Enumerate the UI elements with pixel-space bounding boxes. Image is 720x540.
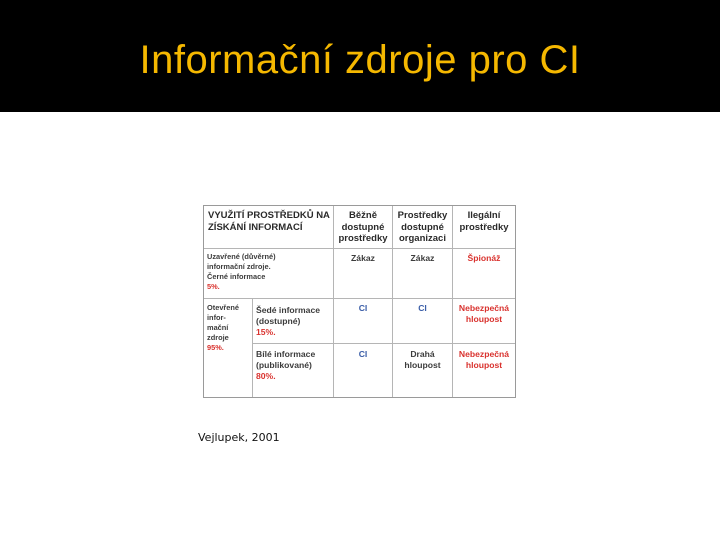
- grey-org-cell: CI: [418, 303, 427, 313]
- header-usage-label: VYUŽITÍ PROSTŘEDKŮ NA ZÍSKÁNÍ INFORMACÍ: [208, 210, 330, 233]
- info-sources-table: [203, 205, 516, 398]
- source-caption: Vejlupek, 2001: [198, 431, 280, 444]
- white-info-label: Bílé informace (publikované) 80%.: [256, 349, 316, 381]
- grey-common-cell: CI: [358, 303, 368, 313]
- closed-common-cell: Zákaz: [351, 253, 375, 263]
- white-org-cell: Drahá hloupost: [404, 349, 441, 370]
- white-common-cell: CI: [358, 349, 368, 359]
- grey-illegal-cell: Nebezpečná hloupost: [458, 303, 510, 324]
- open-sources-label: Otevřené infor- mační zdroje 95%.: [207, 303, 240, 352]
- header-divider: [204, 248, 515, 249]
- closed-org-cell: Zákaz: [410, 253, 435, 263]
- header-org-means: Prostředky dostupné organizaci: [397, 210, 448, 244]
- closed-illegal-cell: Špionáž: [467, 253, 501, 263]
- header-common-means: Běžně dostupné prostředky: [338, 210, 388, 244]
- header-illegal-means: Ilegální prostředky: [459, 210, 509, 233]
- grey-info-label: Šedé informace (dostupné) 15%.: [256, 305, 320, 337]
- grey-info-pct: 15%.: [256, 327, 276, 337]
- title-bar: [0, 0, 720, 112]
- open-sources-pct: 95%.: [207, 343, 224, 352]
- closed-sources-pct: 5%.: [207, 282, 220, 291]
- slide-title: Informační zdroje pro CI: [139, 38, 581, 82]
- white-info-pct: 80%.: [256, 371, 276, 381]
- row-divider: [252, 343, 515, 344]
- col-divider: [252, 298, 253, 397]
- row-divider: [204, 298, 515, 299]
- closed-sources-label: Uzavřené (důvěrné) informační zdroje. Černé informace 5%.: [207, 252, 276, 291]
- white-illegal-cell: Nebezpečná hloupost: [458, 349, 510, 370]
